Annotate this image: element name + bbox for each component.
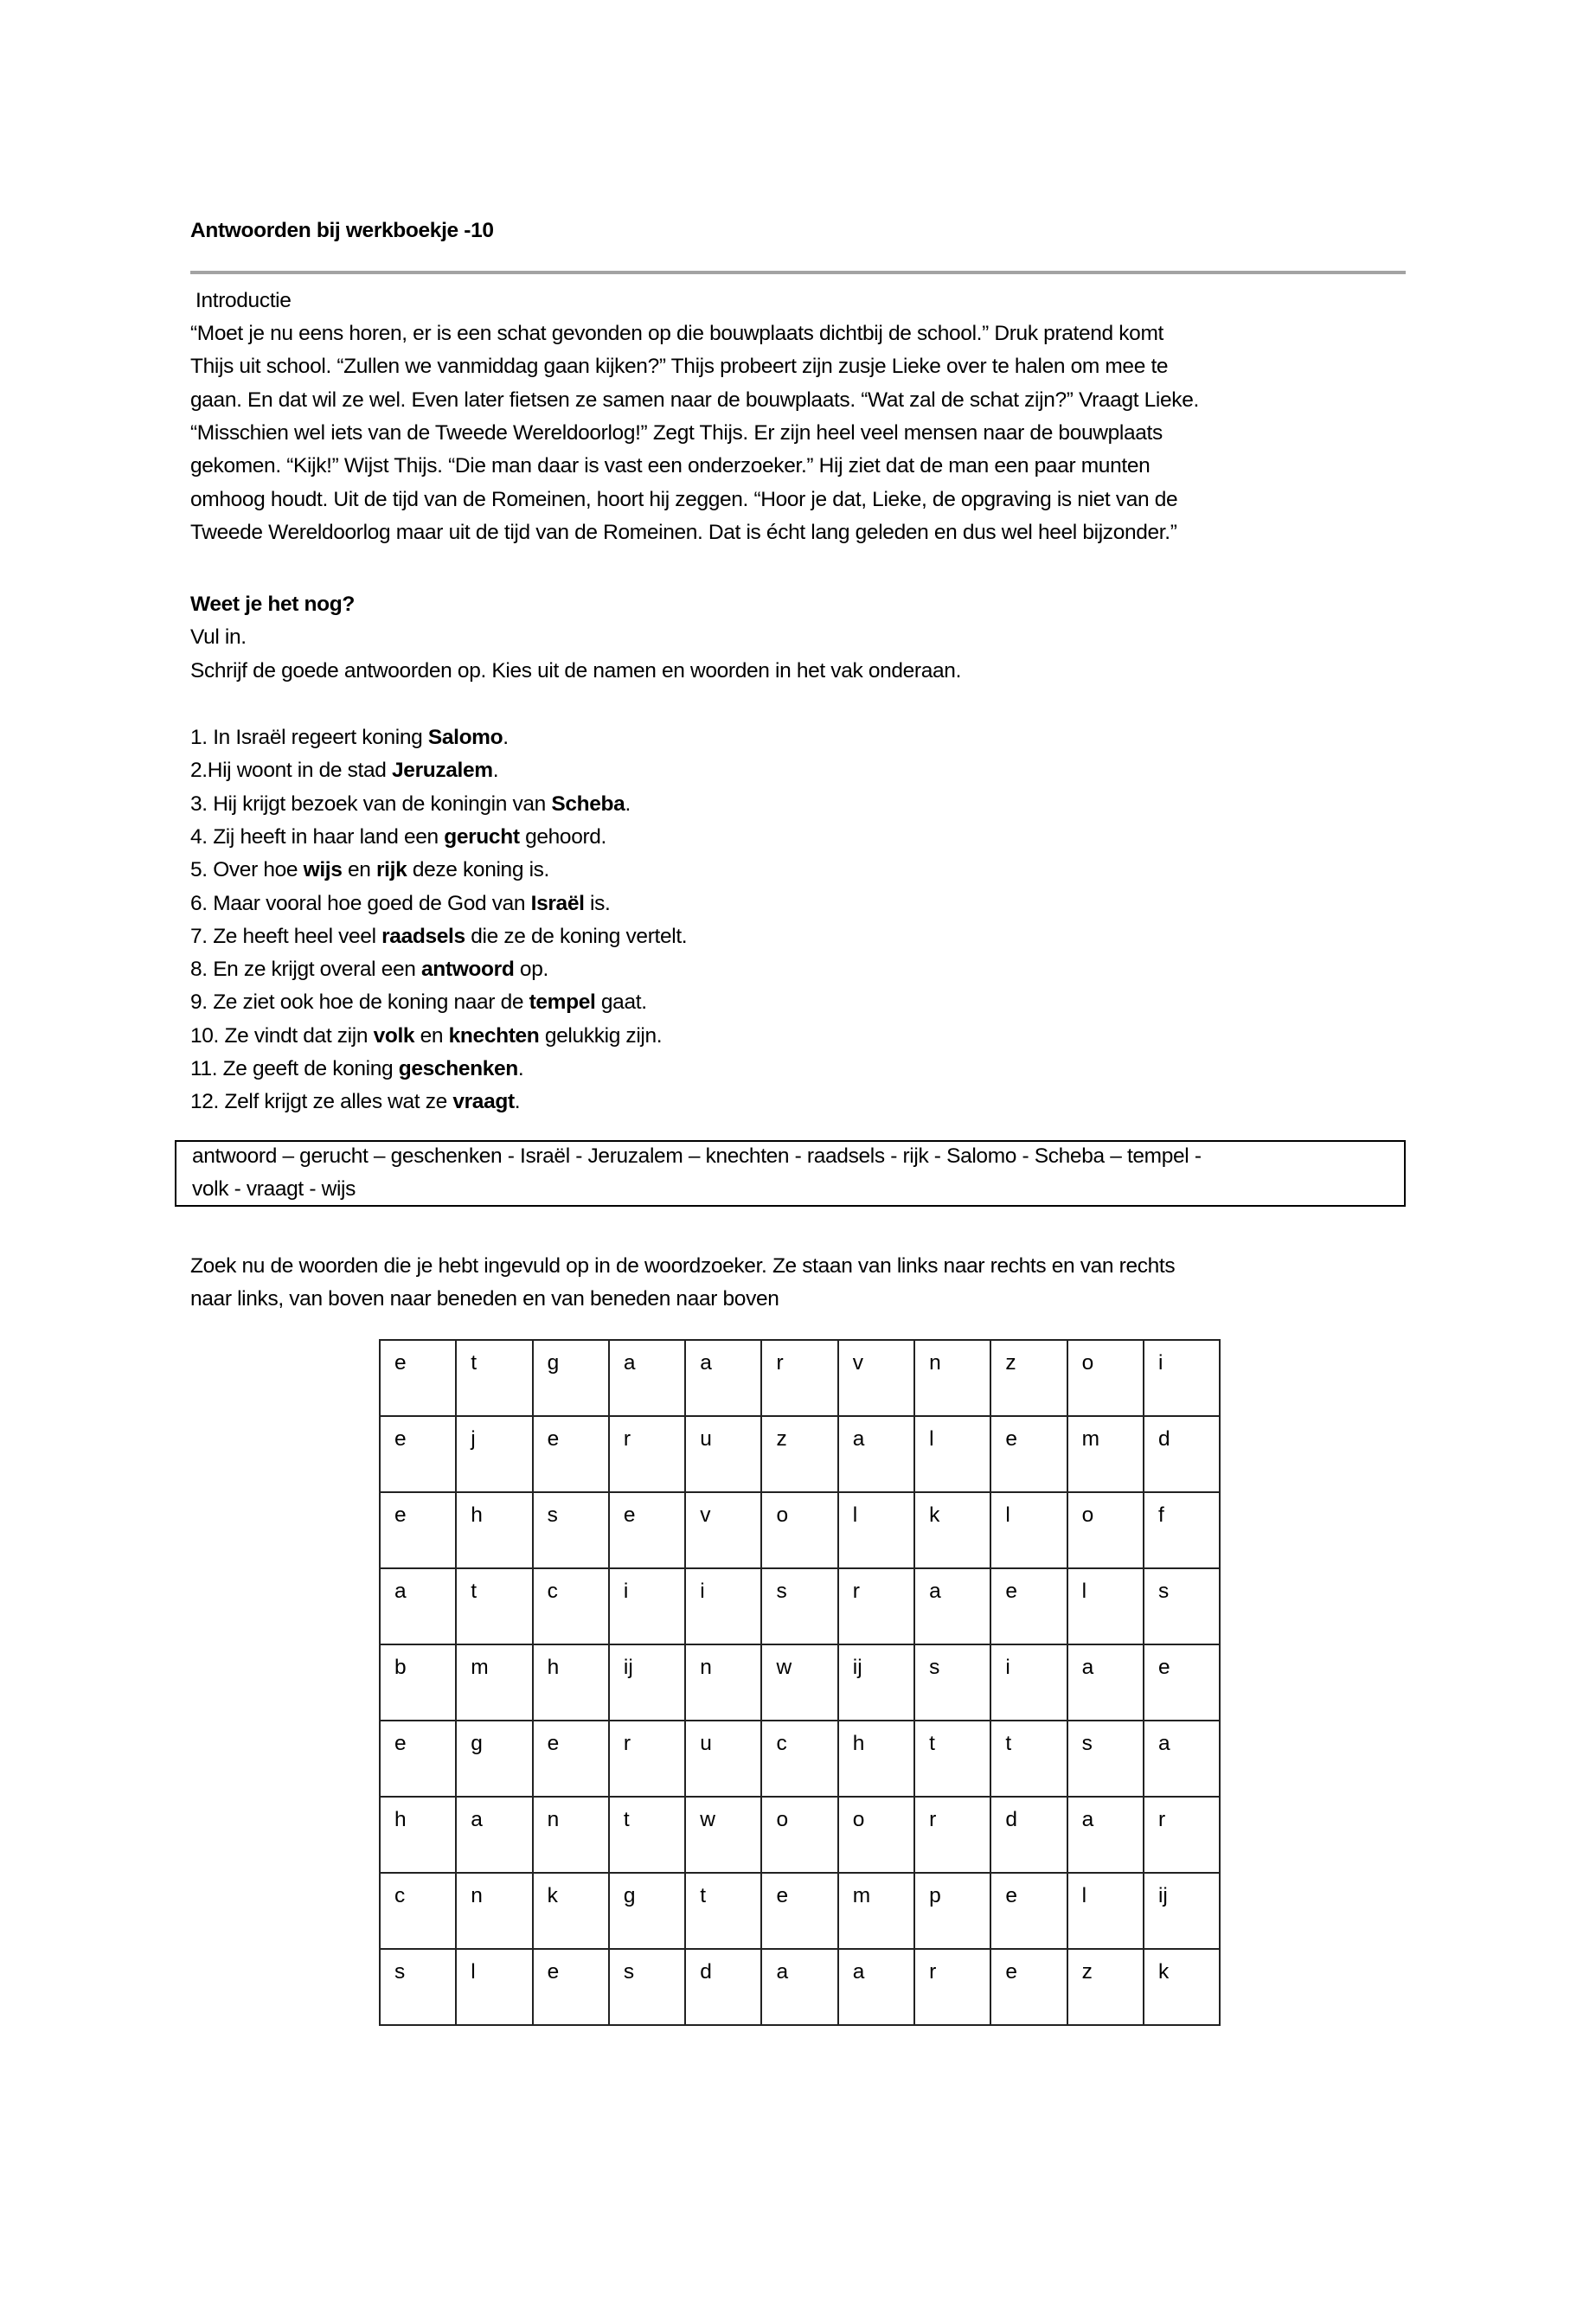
grid-letter: a xyxy=(929,1580,941,1603)
grid-cell[interactable] xyxy=(1067,1568,1144,1644)
grid-cell[interactable] xyxy=(990,1416,1067,1492)
grid-cell[interactable] xyxy=(990,1568,1067,1644)
grid-cell[interactable] xyxy=(761,1949,837,2025)
grid-cell[interactable] xyxy=(990,1873,1067,1949)
grid-letter: z xyxy=(1081,1960,1093,1984)
grid-cell[interactable] xyxy=(761,1797,837,1873)
grid-cell[interactable] xyxy=(838,1568,914,1644)
item-text: 3. Hij krijgt bezoek van de koningin van xyxy=(190,792,552,816)
item-text: op. xyxy=(514,958,548,982)
grid-cell[interactable] xyxy=(533,1721,609,1797)
grid-letter: g xyxy=(547,1351,560,1375)
grid-cell[interactable] xyxy=(1144,1644,1220,1721)
grid-letter: s xyxy=(394,1960,406,1984)
grid-letter: h xyxy=(852,1732,865,1755)
exercise-heading: Weet je het nog? xyxy=(190,593,355,616)
grid-cell[interactable] xyxy=(609,1797,685,1873)
grid-letter: c xyxy=(547,1580,558,1603)
grid-cell[interactable] xyxy=(533,1644,609,1721)
word-bank-line: antwoord – gerucht – geschenken - Israël - Jeruzalem – knechten - raadsels - rijk - Salomo - Scheba – tempel - xyxy=(192,1144,1202,1168)
introduction-line: “Moet je nu eens horen, er is een schat gevonden op die bouwplaats dichtbij de school.” Druk pratend komt xyxy=(190,322,1163,345)
grid-letter: ij xyxy=(623,1656,633,1679)
exercise-item xyxy=(190,1086,520,1118)
exercise-item xyxy=(190,1020,662,1053)
grid-letter: l xyxy=(929,1427,934,1451)
grid-letter: e xyxy=(547,1732,560,1755)
item-text: en xyxy=(342,858,376,882)
item-text: . xyxy=(625,792,631,816)
grid-cell[interactable] xyxy=(990,1797,1067,1873)
grid-letter: u xyxy=(700,1732,712,1755)
grid-letter: c xyxy=(776,1732,787,1755)
grid-letter: e xyxy=(547,1960,560,1984)
exercise-item xyxy=(190,854,549,887)
grid-cell[interactable] xyxy=(914,1644,990,1721)
grid-letter: v xyxy=(852,1351,864,1375)
exercise-instruction-1: Vul in. xyxy=(190,625,247,649)
item-text: . xyxy=(517,1057,524,1080)
grid-cell[interactable] xyxy=(1067,1416,1144,1492)
grid-cell[interactable] xyxy=(609,1340,685,1416)
grid-letter: r xyxy=(776,1351,784,1375)
horizontal-rule xyxy=(190,271,1406,274)
item-text: die ze de koning vertelt. xyxy=(465,924,688,948)
grid-cell[interactable] xyxy=(380,1721,456,1797)
grid-letter: i xyxy=(1157,1351,1163,1375)
grid-letter: o xyxy=(1081,1351,1094,1375)
item-text: gelukkig zijn. xyxy=(539,1023,663,1048)
grid-cell[interactable] xyxy=(456,1797,532,1873)
grid-cell[interactable] xyxy=(761,1873,837,1949)
grid-cell[interactable] xyxy=(685,1721,761,1797)
introduction-line: “Misschien wel iets van de Tweede Wereldoorlog!” Zegt Thijs. Er zijn heel veel mensen naar de bouwplaats xyxy=(190,420,1163,445)
grid-cell[interactable] xyxy=(685,1492,761,1568)
grid-letter: c xyxy=(394,1884,406,1907)
exercise-item xyxy=(190,1053,523,1086)
grid-cell[interactable] xyxy=(685,1568,761,1644)
grid-letter: e xyxy=(547,1427,560,1451)
answer-word: knechten xyxy=(448,1023,540,1048)
grid-cell[interactable] xyxy=(380,1873,456,1949)
grid-cell[interactable] xyxy=(533,1797,609,1873)
grid-cell[interactable] xyxy=(609,1721,685,1797)
grid-cell[interactable] xyxy=(990,1492,1067,1568)
grid-cell[interactable] xyxy=(761,1644,837,1721)
grid-letter: d xyxy=(1005,1808,1018,1831)
word-search-instruction: Zoek nu de woorden die je hebt ingevuld op in de woordzoeker. Ze staan van links naar rechts en van rechts xyxy=(190,1254,1176,1278)
grid-cell[interactable] xyxy=(533,1340,609,1416)
grid-cell[interactable] xyxy=(609,1568,685,1644)
item-text: 1. In Israël regeert koning xyxy=(190,726,428,749)
exercise-item xyxy=(190,986,647,1019)
grid-cell[interactable] xyxy=(533,1568,609,1644)
grid-letter: r xyxy=(929,1960,937,1984)
grid-letter: l xyxy=(1081,1580,1087,1603)
grid-letter: n xyxy=(700,1656,712,1679)
item-text: 4. Zij heeft in haar land een xyxy=(190,824,445,849)
grid-letter: w xyxy=(776,1656,792,1679)
grid-row xyxy=(380,1873,1220,1949)
answer-word: geschenken xyxy=(398,1057,518,1080)
grid-letter: a xyxy=(623,1351,636,1375)
grid-letter: r xyxy=(929,1808,937,1831)
grid-row xyxy=(380,1340,1220,1416)
grid-letter: e xyxy=(394,1427,407,1451)
grid-cell[interactable] xyxy=(685,1416,761,1492)
item-text: 12. Zelf krijgt ze alles wat ze xyxy=(190,1090,453,1114)
grid-letter: r xyxy=(623,1732,631,1755)
grid-cell[interactable] xyxy=(609,1492,685,1568)
grid-cell[interactable] xyxy=(1144,1568,1220,1644)
grid-letter: e xyxy=(1005,1960,1018,1984)
grid-letter: z xyxy=(1005,1351,1016,1375)
item-text: deze koning is. xyxy=(407,858,550,882)
introduction-line: Thijs uit school. “Zullen we vanmiddag gaan kijken?” Thijs probeert zijn zusje Lieke over te halen om mee te xyxy=(190,355,1169,379)
grid-cell[interactable] xyxy=(838,1340,914,1416)
grid-letter: ij xyxy=(852,1656,862,1679)
item-text: . xyxy=(503,726,509,749)
grid-cell[interactable] xyxy=(761,1721,837,1797)
grid-letter: s xyxy=(1157,1580,1170,1603)
grid-letter: i xyxy=(1005,1656,1010,1679)
grid-cell[interactable] xyxy=(914,1797,990,1873)
grid-cell[interactable] xyxy=(456,1644,532,1721)
grid-letter: n xyxy=(547,1808,560,1831)
grid-letter: o xyxy=(776,1503,789,1527)
item-text: 9. Ze ziet ook hoe de koning naar de xyxy=(190,990,529,1015)
grid-letter: a xyxy=(394,1580,407,1603)
introduction-line: gaan. En dat wil ze wel. Even later fietsen ze samen naar de bouwplaats. “Wat zal de schat zijn?” Vraagt Lieke. xyxy=(190,388,1199,412)
grid-cell[interactable] xyxy=(838,1721,914,1797)
grid-row xyxy=(380,1797,1220,1873)
grid-letter: t xyxy=(700,1884,706,1907)
grid-letter: s xyxy=(547,1503,558,1527)
grid-letter: o xyxy=(776,1808,789,1831)
answer-word: Jeruzalem xyxy=(392,759,493,783)
grid-cell[interactable] xyxy=(533,1873,609,1949)
answer-word: Israël xyxy=(530,891,585,915)
grid-letter: r xyxy=(623,1427,631,1451)
exercise-item xyxy=(190,721,509,754)
answer-word: vraagt xyxy=(452,1090,515,1114)
word-bank-line: volk - vraagt - wijs xyxy=(192,1177,356,1201)
grid-cell[interactable] xyxy=(533,1416,609,1492)
item-text: 7. Ze heeft heel veel xyxy=(190,924,382,948)
answer-word: tempel xyxy=(529,990,596,1015)
document-title: Antwoorden bij werkboekje -10 xyxy=(190,219,494,242)
grid-letter: l xyxy=(1081,1884,1087,1907)
grid-cell[interactable] xyxy=(1067,1340,1144,1416)
grid-cell[interactable] xyxy=(1067,1873,1144,1949)
grid-letter: t xyxy=(1005,1732,1012,1755)
grid-letter: m xyxy=(471,1656,489,1679)
grid-letter: n xyxy=(471,1884,483,1907)
grid-letter: e xyxy=(1005,1427,1018,1451)
grid-letter: w xyxy=(700,1808,715,1831)
grid-cell[interactable] xyxy=(456,1949,532,2025)
grid-letter: r xyxy=(852,1580,860,1603)
grid-cell[interactable] xyxy=(838,1492,914,1568)
word-search-instruction: naar links, van boven naar beneden en van beneden naar boven xyxy=(190,1287,779,1311)
grid-cell[interactable] xyxy=(609,1416,685,1492)
grid-cell[interactable] xyxy=(456,1568,532,1644)
answer-word: raadsels xyxy=(381,924,465,948)
grid-letter: a xyxy=(700,1351,712,1375)
grid-letter: s xyxy=(623,1960,635,1984)
grid-cell[interactable] xyxy=(533,1949,609,2025)
grid-cell[interactable] xyxy=(838,1797,914,1873)
grid-cell[interactable] xyxy=(1067,1721,1144,1797)
grid-cell[interactable] xyxy=(1144,1492,1220,1568)
answer-word: Salomo xyxy=(427,726,503,749)
word-bank-box xyxy=(175,1140,1406,1207)
grid-letter: a xyxy=(852,1427,865,1451)
item-text: 6. Maar vooral hoe goed de God van xyxy=(190,891,531,915)
grid-letter: d xyxy=(700,1960,712,1984)
grid-letter: h xyxy=(471,1503,483,1527)
grid-letter: l xyxy=(471,1960,476,1984)
grid-letter: z xyxy=(776,1427,787,1451)
grid-row xyxy=(380,1644,1220,1721)
introduction-heading: Introductie xyxy=(195,289,292,312)
grid-cell[interactable] xyxy=(761,1416,837,1492)
grid-letter: k xyxy=(1157,1960,1170,1984)
grid-cell[interactable] xyxy=(1144,1416,1220,1492)
grid-cell[interactable] xyxy=(609,1873,685,1949)
item-text: 2.Hij woont in de stad xyxy=(190,759,393,783)
grid-cell[interactable] xyxy=(456,1721,532,1797)
grid-letter: e xyxy=(394,1732,407,1755)
word-search-grid xyxy=(379,1339,1221,2026)
grid-letter: h xyxy=(547,1656,560,1679)
grid-cell[interactable] xyxy=(685,1644,761,1721)
grid-letter: m xyxy=(852,1884,871,1907)
grid-letter: e xyxy=(776,1884,789,1907)
grid-letter: o xyxy=(852,1808,865,1831)
grid-letter: t xyxy=(471,1580,478,1603)
exercise-item xyxy=(190,788,631,821)
answer-word: Scheba xyxy=(551,792,625,816)
grid-cell[interactable] xyxy=(1144,1797,1220,1873)
grid-row xyxy=(380,1492,1220,1568)
grid-cell[interactable] xyxy=(380,1568,456,1644)
grid-letter: l xyxy=(1005,1503,1010,1527)
grid-cell[interactable] xyxy=(914,1568,990,1644)
grid-letter: n xyxy=(929,1351,941,1375)
grid-letter: i xyxy=(700,1580,705,1603)
item-text: 5. Over hoe xyxy=(190,858,304,882)
exercise-item xyxy=(190,953,548,986)
exercise-item xyxy=(190,821,606,854)
grid-letter: h xyxy=(394,1808,407,1831)
introduction-line: Tweede Wereldoorlog maar uit de tijd van de Romeinen. Dat is écht lang geleden en dus wel heel bijzonder.” xyxy=(190,520,1177,544)
grid-letter: s xyxy=(776,1580,787,1603)
grid-cell[interactable] xyxy=(685,1340,761,1416)
introduction-line: gekomen. “Kijk!” Wijst Thijs. “Die man daar is vast een onderzoeker.” Hij ziet dat de man een paar munten xyxy=(190,454,1151,478)
grid-cell[interactable] xyxy=(1067,1797,1144,1873)
item-text: . xyxy=(514,1090,521,1114)
grid-cell[interactable] xyxy=(456,1492,532,1568)
grid-row xyxy=(380,1721,1220,1797)
grid-cell[interactable] xyxy=(838,1949,914,2025)
grid-letter: ij xyxy=(1157,1884,1168,1907)
grid-cell[interactable] xyxy=(685,1873,761,1949)
item-text: 11. Ze geeft de koning xyxy=(190,1057,399,1080)
grid-letter: a xyxy=(852,1960,865,1984)
grid-cell[interactable] xyxy=(914,1949,990,2025)
grid-letter: a xyxy=(1081,1808,1094,1831)
item-text: 10. Ze vindt dat zijn xyxy=(190,1023,374,1048)
grid-letter: s xyxy=(1081,1732,1093,1755)
grid-cell[interactable] xyxy=(456,1873,532,1949)
grid-cell[interactable] xyxy=(990,1340,1067,1416)
grid-cell[interactable] xyxy=(1067,1492,1144,1568)
grid-letter: k xyxy=(929,1503,940,1527)
grid-row xyxy=(380,1568,1220,1644)
grid-cell[interactable] xyxy=(380,1416,456,1492)
grid-cell[interactable] xyxy=(685,1797,761,1873)
answer-word: rijk xyxy=(376,858,407,882)
answer-word: gerucht xyxy=(444,824,520,849)
grid-cell[interactable] xyxy=(456,1340,532,1416)
grid-letter: e xyxy=(1005,1884,1018,1907)
item-text: gaat. xyxy=(595,990,647,1015)
answer-word: volk xyxy=(373,1023,415,1048)
grid-cell[interactable] xyxy=(1144,1873,1220,1949)
grid-cell[interactable] xyxy=(838,1873,914,1949)
grid-cell[interactable] xyxy=(1144,1721,1220,1797)
grid-cell[interactable] xyxy=(914,1721,990,1797)
grid-cell[interactable] xyxy=(990,1721,1067,1797)
grid-letter: a xyxy=(776,1960,789,1984)
grid-letter: e xyxy=(623,1503,636,1527)
answer-word: wijs xyxy=(303,858,343,882)
exercise-item xyxy=(190,754,498,787)
grid-letter: b xyxy=(394,1656,407,1679)
grid-cell[interactable] xyxy=(456,1416,532,1492)
grid-cell[interactable] xyxy=(914,1873,990,1949)
grid-letter: f xyxy=(1157,1503,1164,1527)
grid-letter: a xyxy=(1157,1732,1170,1755)
grid-cell[interactable] xyxy=(838,1644,914,1721)
grid-cell[interactable] xyxy=(1144,1340,1220,1416)
grid-letter: d xyxy=(1157,1427,1170,1451)
grid-cell[interactable] xyxy=(1067,1644,1144,1721)
grid-letter: s xyxy=(929,1656,940,1679)
grid-letter: e xyxy=(1005,1580,1018,1603)
item-text: gehoord. xyxy=(519,824,607,849)
grid-row xyxy=(380,1416,1220,1492)
grid-cell[interactable] xyxy=(609,1949,685,2025)
grid-cell[interactable] xyxy=(380,1797,456,1873)
answer-word: antwoord xyxy=(421,958,515,982)
grid-letter: a xyxy=(471,1808,483,1831)
grid-letter: t xyxy=(929,1732,935,1755)
grid-letter: g xyxy=(471,1732,483,1755)
grid-cell[interactable] xyxy=(990,1644,1067,1721)
item-text: is. xyxy=(584,891,611,915)
grid-letter: l xyxy=(852,1503,858,1527)
grid-cell[interactable] xyxy=(380,1949,456,2025)
grid-letter: e xyxy=(1157,1656,1170,1679)
grid-cell[interactable] xyxy=(380,1340,456,1416)
grid-letter: r xyxy=(1157,1808,1166,1831)
exercise-item xyxy=(190,888,611,920)
grid-cell[interactable] xyxy=(761,1340,837,1416)
grid-cell[interactable] xyxy=(914,1492,990,1568)
grid-cell[interactable] xyxy=(1144,1949,1220,2025)
grid-letter: t xyxy=(471,1351,478,1375)
grid-cell[interactable] xyxy=(914,1340,990,1416)
grid-letter: v xyxy=(700,1503,711,1527)
item-text: . xyxy=(492,759,499,783)
grid-letter: o xyxy=(1081,1503,1094,1527)
grid-letter: e xyxy=(394,1503,407,1527)
grid-cell[interactable] xyxy=(761,1568,837,1644)
grid-cell[interactable] xyxy=(761,1492,837,1568)
item-text: 8. En ze krijgt overal een xyxy=(190,958,422,982)
exercise-item xyxy=(190,920,687,953)
grid-letter: a xyxy=(1081,1656,1094,1679)
grid-cell[interactable] xyxy=(609,1644,685,1721)
grid-cell[interactable] xyxy=(380,1644,456,1721)
grid-letter: m xyxy=(1081,1427,1100,1451)
introduction-line: omhoog houdt. Uit de tijd van de Romeinen, hoort hij zeggen. “Hoor je dat, Lieke, de opgraving is niet van de xyxy=(190,487,1178,511)
grid-letter: j xyxy=(471,1427,476,1451)
grid-cell[interactable] xyxy=(380,1492,456,1568)
grid-cell[interactable] xyxy=(914,1416,990,1492)
grid-cell[interactable] xyxy=(685,1949,761,2025)
grid-letter: t xyxy=(623,1808,630,1831)
grid-cell[interactable] xyxy=(990,1949,1067,2025)
grid-letter: u xyxy=(700,1427,712,1451)
grid-row xyxy=(380,1949,1220,2025)
item-text: en xyxy=(414,1023,449,1048)
grid-cell[interactable] xyxy=(533,1492,609,1568)
grid-letter: k xyxy=(547,1884,558,1907)
grid-cell[interactable] xyxy=(838,1416,914,1492)
grid-letter: i xyxy=(623,1580,629,1603)
grid-letter: g xyxy=(623,1884,636,1907)
grid-letter: e xyxy=(394,1351,407,1375)
grid-letter: p xyxy=(929,1884,941,1907)
exercise-instruction-2: Schrijf de goede antwoorden op. Kies uit de namen en woorden in het vak onderaan. xyxy=(190,659,962,683)
grid-cell[interactable] xyxy=(1067,1949,1144,2025)
